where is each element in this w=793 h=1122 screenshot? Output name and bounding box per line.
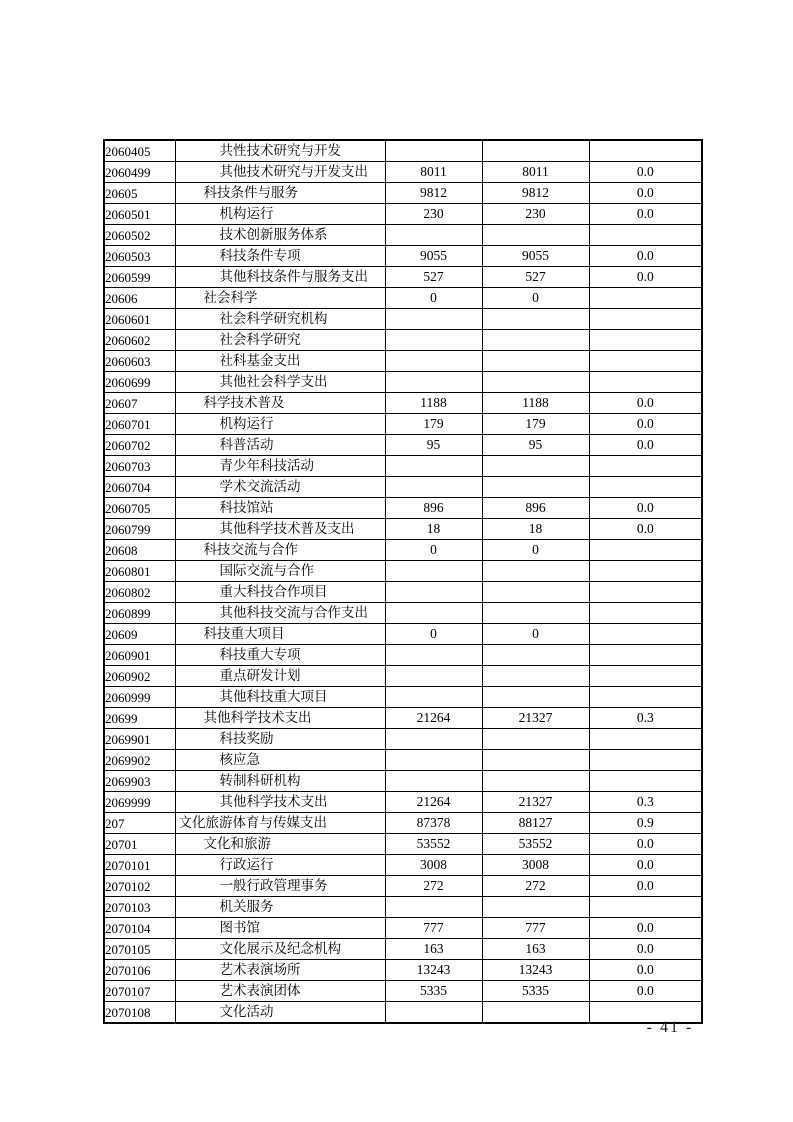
value1-cell [385, 771, 482, 792]
table-row [104, 204, 702, 225]
value1-cell [385, 140, 482, 162]
code-cell: 2069999 [104, 792, 175, 813]
name-cell: 科技馆站 [175, 498, 385, 519]
value2-cell: 53552 [482, 834, 589, 855]
value1-cell [385, 225, 482, 246]
percent-cell: 0.0 [589, 981, 702, 1002]
name-cell: 其他科学技术支出 [175, 792, 385, 813]
value1-cell [385, 897, 482, 918]
table-row [104, 414, 702, 435]
value1-cell [385, 645, 482, 666]
percent-cell: 0.0 [589, 960, 702, 981]
percent-cell: 0.0 [589, 834, 702, 855]
code-cell: 20699 [104, 708, 175, 729]
percent-cell [589, 309, 702, 330]
value1-cell: 896 [385, 498, 482, 519]
value1-cell: 272 [385, 876, 482, 897]
table-row [104, 729, 702, 750]
table-row [104, 540, 702, 561]
percent-cell [589, 729, 702, 750]
name-cell: 图书馆 [175, 918, 385, 939]
value1-cell [385, 750, 482, 771]
value2-cell: 163 [482, 939, 589, 960]
name-cell: 机构运行 [175, 204, 385, 225]
percent-cell: 0.0 [589, 414, 702, 435]
value1-cell [385, 729, 482, 750]
table-row [104, 855, 702, 876]
value1-cell: 179 [385, 414, 482, 435]
name-cell: 科技奖励 [175, 729, 385, 750]
name-cell: 其他科学技术普及支出 [175, 519, 385, 540]
percent-cell: 0.0 [589, 876, 702, 897]
page-number: - 41 - [646, 1019, 694, 1036]
code-cell: 2060702 [104, 435, 175, 456]
value2-cell: 179 [482, 414, 589, 435]
code-cell: 2060405 [104, 140, 175, 162]
name-cell: 社科基金支出 [175, 351, 385, 372]
code-cell: 2069902 [104, 750, 175, 771]
name-cell: 青少年科技活动 [175, 456, 385, 477]
table-row [104, 939, 702, 960]
table-row [104, 981, 702, 1002]
code-cell: 20606 [104, 288, 175, 309]
value2-cell: 1188 [482, 393, 589, 414]
percent-cell [589, 456, 702, 477]
value1-cell: 18 [385, 519, 482, 540]
value1-cell: 9055 [385, 246, 482, 267]
table-row [104, 498, 702, 519]
percent-cell [589, 687, 702, 708]
code-cell: 2060502 [104, 225, 175, 246]
value2-cell: 21327 [482, 792, 589, 813]
code-cell: 2070103 [104, 897, 175, 918]
value2-cell [482, 140, 589, 162]
name-cell: 艺术表演团体 [175, 981, 385, 1002]
code-cell: 2060901 [104, 645, 175, 666]
value1-cell [385, 351, 482, 372]
table-row [104, 603, 702, 624]
code-cell: 2070104 [104, 918, 175, 939]
code-cell: 2069903 [104, 771, 175, 792]
table-row [104, 477, 702, 498]
percent-cell [589, 897, 702, 918]
percent-cell [589, 603, 702, 624]
percent-cell [589, 540, 702, 561]
name-cell: 科技条件与服务 [175, 183, 385, 204]
value2-cell [482, 582, 589, 603]
percent-cell [589, 624, 702, 645]
value2-cell: 0 [482, 288, 589, 309]
table-row [104, 162, 702, 183]
percent-cell [589, 372, 702, 393]
code-cell: 2060704 [104, 477, 175, 498]
table-row [104, 792, 702, 813]
value2-cell [482, 351, 589, 372]
percent-cell [589, 561, 702, 582]
percent-cell: 0.0 [589, 855, 702, 876]
value1-cell [385, 456, 482, 477]
table-row [104, 372, 702, 393]
value1-cell [385, 561, 482, 582]
code-cell: 2070102 [104, 876, 175, 897]
value2-cell [482, 372, 589, 393]
value1-cell: 527 [385, 267, 482, 288]
value1-cell: 163 [385, 939, 482, 960]
name-cell: 转制科研机构 [175, 771, 385, 792]
table-row [104, 351, 702, 372]
name-cell: 文化旅游体育与传媒支出 [175, 813, 385, 834]
table-row [104, 750, 702, 771]
percent-cell [589, 351, 702, 372]
table-row [104, 288, 702, 309]
percent-cell: 0.0 [589, 939, 702, 960]
name-cell: 科技重大项目 [175, 624, 385, 645]
name-cell: 其他科技重大项目 [175, 687, 385, 708]
name-cell: 其他社会科学支出 [175, 372, 385, 393]
percent-cell: 0.3 [589, 792, 702, 813]
code-cell: 2060602 [104, 330, 175, 351]
budget-table [103, 139, 703, 1024]
value2-cell [482, 561, 589, 582]
budget-table-body [104, 140, 702, 1023]
name-cell: 文化活动 [175, 1002, 385, 1024]
percent-cell: 0.0 [589, 918, 702, 939]
percent-cell [589, 225, 702, 246]
code-cell: 2060501 [104, 204, 175, 225]
table-row [104, 666, 702, 687]
code-cell: 2060603 [104, 351, 175, 372]
name-cell: 科学技术普及 [175, 393, 385, 414]
code-cell: 2060999 [104, 687, 175, 708]
value2-cell [482, 1002, 589, 1024]
code-cell: 2060599 [104, 267, 175, 288]
table-row [104, 624, 702, 645]
table-row [104, 1002, 702, 1024]
percent-cell [589, 288, 702, 309]
value1-cell: 0 [385, 288, 482, 309]
value1-cell [385, 372, 482, 393]
name-cell: 社会科学研究 [175, 330, 385, 351]
value1-cell [385, 1002, 482, 1024]
percent-cell: 0.0 [589, 519, 702, 540]
value2-cell: 8011 [482, 162, 589, 183]
table-row [104, 183, 702, 204]
value1-cell: 0 [385, 624, 482, 645]
percent-cell [589, 645, 702, 666]
code-cell: 2060899 [104, 603, 175, 624]
value1-cell: 9812 [385, 183, 482, 204]
percent-cell: 0.0 [589, 267, 702, 288]
name-cell: 重点研发计划 [175, 666, 385, 687]
code-cell: 2060699 [104, 372, 175, 393]
table-row [104, 771, 702, 792]
table-row [104, 645, 702, 666]
percent-cell [589, 582, 702, 603]
table-row [104, 246, 702, 267]
name-cell: 社会科学研究机构 [175, 309, 385, 330]
name-cell: 艺术表演场所 [175, 960, 385, 981]
percent-cell [589, 666, 702, 687]
code-cell: 2060601 [104, 309, 175, 330]
name-cell: 核应急 [175, 750, 385, 771]
code-cell: 2069901 [104, 729, 175, 750]
value2-cell: 21327 [482, 708, 589, 729]
code-cell: 2060705 [104, 498, 175, 519]
value2-cell: 272 [482, 876, 589, 897]
value2-cell [482, 309, 589, 330]
percent-cell: 0.0 [589, 246, 702, 267]
code-cell: 2070105 [104, 939, 175, 960]
name-cell: 社会科学 [175, 288, 385, 309]
value1-cell: 0 [385, 540, 482, 561]
table-row [104, 582, 702, 603]
code-cell: 2070106 [104, 960, 175, 981]
percent-cell [589, 330, 702, 351]
code-cell: 2070107 [104, 981, 175, 1002]
table-row [104, 561, 702, 582]
value2-cell: 88127 [482, 813, 589, 834]
value2-cell [482, 477, 589, 498]
value2-cell [482, 729, 589, 750]
name-cell: 重大科技合作项目 [175, 582, 385, 603]
value1-cell [385, 687, 482, 708]
value1-cell: 3008 [385, 855, 482, 876]
value1-cell: 1188 [385, 393, 482, 414]
value1-cell: 21264 [385, 708, 482, 729]
name-cell: 一般行政管理事务 [175, 876, 385, 897]
percent-cell [589, 140, 702, 162]
value1-cell: 777 [385, 918, 482, 939]
value1-cell [385, 330, 482, 351]
name-cell: 文化和旅游 [175, 834, 385, 855]
code-cell: 2060799 [104, 519, 175, 540]
value2-cell [482, 456, 589, 477]
value1-cell [385, 309, 482, 330]
value1-cell: 13243 [385, 960, 482, 981]
code-cell: 2060701 [104, 414, 175, 435]
code-cell: 20608 [104, 540, 175, 561]
table-row [104, 708, 702, 729]
value2-cell: 5335 [482, 981, 589, 1002]
value2-cell [482, 666, 589, 687]
code-cell: 2070101 [104, 855, 175, 876]
value2-cell: 527 [482, 267, 589, 288]
value2-cell [482, 645, 589, 666]
table-row [104, 393, 702, 414]
percent-cell [589, 477, 702, 498]
table-row [104, 309, 702, 330]
name-cell: 学术交流活动 [175, 477, 385, 498]
value1-cell [385, 477, 482, 498]
name-cell: 科技条件专项 [175, 246, 385, 267]
table-row [104, 834, 702, 855]
value2-cell: 230 [482, 204, 589, 225]
value1-cell [385, 666, 482, 687]
value1-cell: 87378 [385, 813, 482, 834]
table-row [104, 456, 702, 477]
table-row [104, 140, 702, 162]
value2-cell: 0 [482, 624, 589, 645]
table-row [104, 876, 702, 897]
value1-cell: 53552 [385, 834, 482, 855]
value2-cell: 3008 [482, 855, 589, 876]
value2-cell [482, 771, 589, 792]
percent-cell: 0.0 [589, 393, 702, 414]
name-cell: 行政运行 [175, 855, 385, 876]
value2-cell [482, 750, 589, 771]
value2-cell: 9812 [482, 183, 589, 204]
value2-cell [482, 330, 589, 351]
code-cell: 20605 [104, 183, 175, 204]
value2-cell [482, 687, 589, 708]
table-row [104, 225, 702, 246]
name-cell: 科技交流与合作 [175, 540, 385, 561]
value2-cell: 18 [482, 519, 589, 540]
value2-cell [482, 603, 589, 624]
table-row [104, 267, 702, 288]
name-cell: 机关服务 [175, 897, 385, 918]
code-cell: 2060801 [104, 561, 175, 582]
name-cell: 科普活动 [175, 435, 385, 456]
name-cell: 其他技术研究与开发支出 [175, 162, 385, 183]
code-cell: 207 [104, 813, 175, 834]
code-cell: 2060499 [104, 162, 175, 183]
table-row [104, 519, 702, 540]
value2-cell [482, 897, 589, 918]
name-cell: 其他科学技术支出 [175, 708, 385, 729]
name-cell: 技术创新服务体系 [175, 225, 385, 246]
value2-cell: 9055 [482, 246, 589, 267]
table-row [104, 960, 702, 981]
value2-cell [482, 225, 589, 246]
value2-cell: 95 [482, 435, 589, 456]
value1-cell: 8011 [385, 162, 482, 183]
table-row [104, 918, 702, 939]
table-row [104, 435, 702, 456]
value1-cell [385, 603, 482, 624]
table-row [104, 813, 702, 834]
percent-cell [589, 771, 702, 792]
table-row [104, 330, 702, 351]
name-cell: 文化展示及纪念机构 [175, 939, 385, 960]
table-row [104, 687, 702, 708]
code-cell: 2070108 [104, 1002, 175, 1024]
value1-cell: 5335 [385, 981, 482, 1002]
percent-cell: 0.0 [589, 183, 702, 204]
percent-cell: 0.3 [589, 708, 702, 729]
name-cell: 其他科技条件与服务支出 [175, 267, 385, 288]
code-cell: 20607 [104, 393, 175, 414]
code-cell: 2060902 [104, 666, 175, 687]
name-cell: 其他科技交流与合作支出 [175, 603, 385, 624]
value2-cell: 896 [482, 498, 589, 519]
code-cell: 2060703 [104, 456, 175, 477]
percent-cell [589, 750, 702, 771]
value1-cell [385, 582, 482, 603]
percent-cell: 0.0 [589, 435, 702, 456]
value1-cell: 230 [385, 204, 482, 225]
code-cell: 2060503 [104, 246, 175, 267]
value2-cell: 777 [482, 918, 589, 939]
code-cell: 20701 [104, 834, 175, 855]
name-cell: 共性技术研究与开发 [175, 140, 385, 162]
value2-cell: 0 [482, 540, 589, 561]
name-cell: 机构运行 [175, 414, 385, 435]
value1-cell: 21264 [385, 792, 482, 813]
percent-cell: 0.9 [589, 813, 702, 834]
table-row [104, 897, 702, 918]
code-cell: 20609 [104, 624, 175, 645]
code-cell: 2060802 [104, 582, 175, 603]
value1-cell: 95 [385, 435, 482, 456]
value2-cell: 13243 [482, 960, 589, 981]
percent-cell: 0.0 [589, 162, 702, 183]
percent-cell: 0.0 [589, 498, 702, 519]
name-cell: 国际交流与合作 [175, 561, 385, 582]
name-cell: 科技重大专项 [175, 645, 385, 666]
percent-cell: 0.0 [589, 204, 702, 225]
